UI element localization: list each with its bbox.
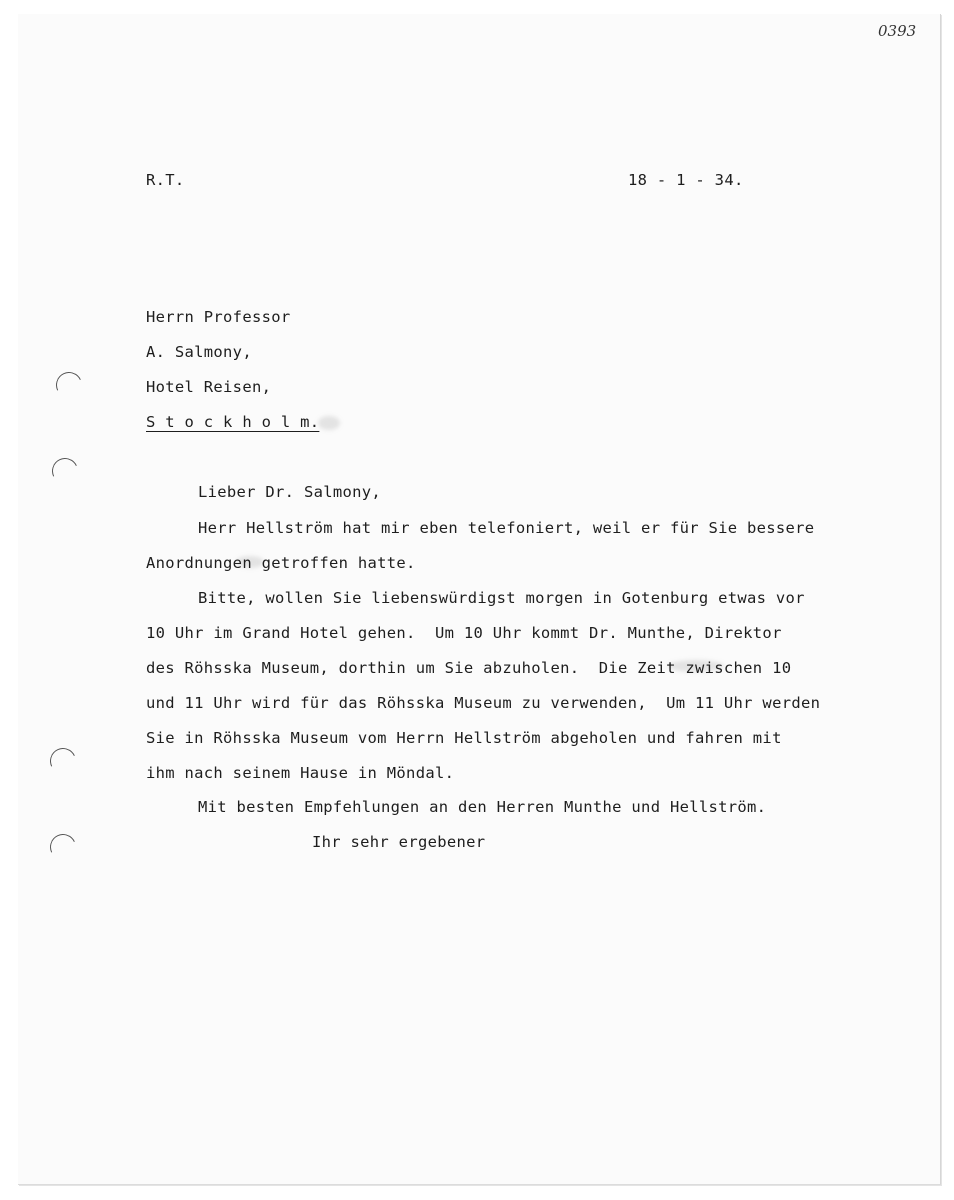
body-line: Bitte, wollen Sie liebenswürdigst morgen in Gotenburg etwas vor [198, 589, 805, 607]
recipient-hotel: Hotel Reisen, [146, 378, 272, 396]
letter-date: 18 - 1 - 34. [628, 171, 744, 189]
body-line: Anordnungen getroffen hatte. [146, 554, 416, 572]
recipient-title: Herrn Professor [146, 308, 291, 326]
recipient-name: A. Salmony, [146, 343, 252, 361]
body-line: und 11 Uhr wird für das Röhsska Museum zu verwenden, Um 11 Uhr werden [146, 694, 821, 712]
body-line: Sie in Röhsska Museum vom Herrn Hellström abgeholen und fahren mit [146, 729, 782, 747]
body-line: ihm nach seinem Hause in Möndal. [146, 764, 455, 782]
body-line: des Röhsska Museum, dorthin um Sie abzuholen. Die Zeit zwischen 10 [146, 659, 792, 677]
sender-initials: R.T. [146, 171, 185, 189]
closing: Ihr sehr ergebener [312, 833, 486, 851]
ink-smudge [318, 416, 340, 430]
recipient-city: S t o c k h o l m. [146, 413, 320, 431]
body-line: Herr Hellström hat mir eben telefoniert, weil er für Sie bessere [198, 519, 815, 537]
archive-number: 0393 [878, 22, 917, 40]
body-line: Mit besten Empfehlungen an den Herren Munthe und Hellström. [198, 798, 767, 816]
salutation: Lieber Dr. Salmony, [198, 483, 382, 501]
body-line: 10 Uhr im Grand Hotel gehen. Um 10 Uhr kommt Dr. Munthe, Direktor [146, 624, 782, 642]
